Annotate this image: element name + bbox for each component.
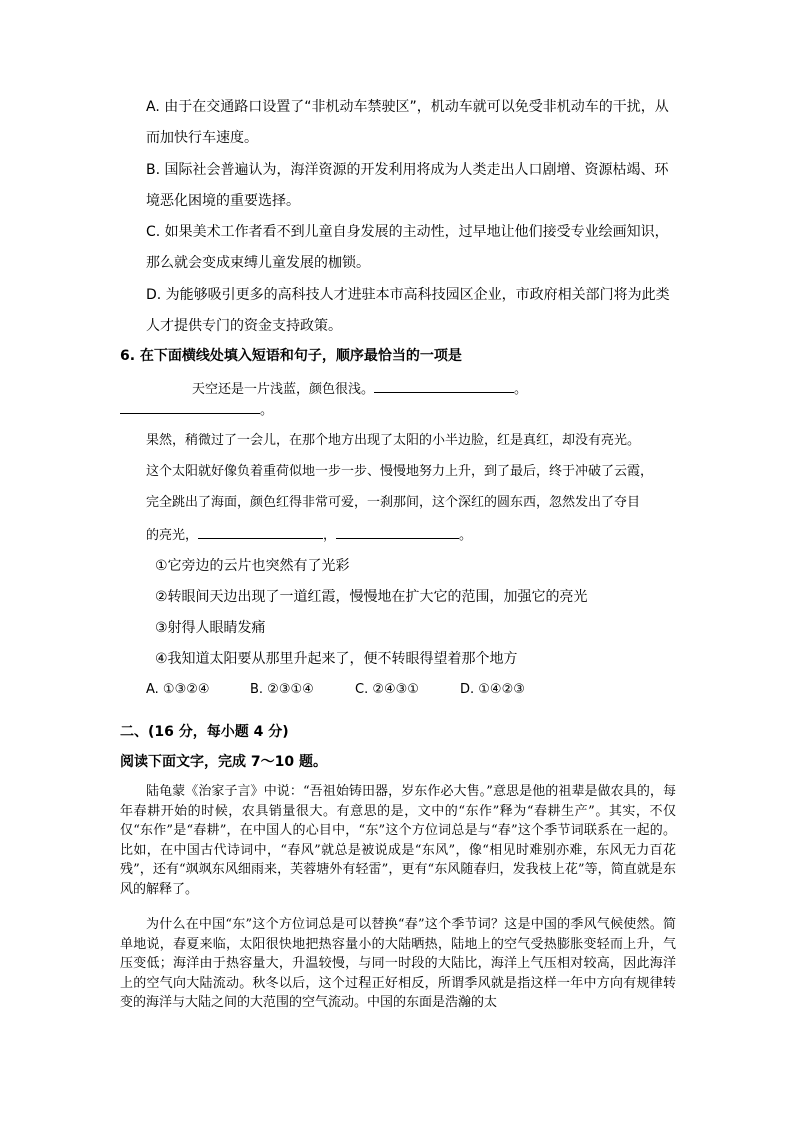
fill-blank-1[interactable] (374, 378, 514, 393)
q6-passage-line2 (120, 399, 273, 421)
section-instruction: 阅读下面文字，完成 7～10 题。 (120, 754, 327, 770)
section-heading: 二、(16 分，每小题 4 分) (120, 724, 289, 740)
q6-phrase-1: ①它旁边的云片也突然有了光彩 (155, 558, 350, 574)
q5-option-d-line1: D. 为能够吸引更多的高科技人才进驻本市高科技园区企业，市政府相关部门将为此类 (146, 287, 670, 303)
q6-passage-punct: ， (323, 528, 337, 543)
q6-choice-b[interactable]: B. ②③①④ (250, 682, 314, 697)
q6-choice-a[interactable]: A. ①③②④ (146, 682, 210, 697)
q6-phrase-4: ④我知道太阳要从那里升起来了，便不转眼得望着那个地方 (155, 651, 518, 667)
q6-passage-punct: 。 (459, 528, 473, 543)
q5-option-c-line2: 那么就会变成束缚儿童发展的枷锁。 (146, 255, 370, 271)
q6-passage-punct: 。 (514, 382, 528, 397)
q5-option-a-line1: A. 由于在交通路口设置了“非机动车禁驶区”，机动车就可以免受非机动车的干扰，从 (146, 99, 669, 115)
fill-blank-4[interactable] (336, 524, 459, 539)
q6-passage-line3: 果然，稍微过了一会儿，在那个地方出现了太阳的小半边脸，红是真红，却没有亮光。 (146, 433, 641, 448)
passage-paragraph-1: 陆龟蒙《治家子言》中说：“吾祖始铸田器，岁东作必大售。”意思是他的祖辈是做农具的，每年春耕开始的时候，农具销量很大。有意思的是，文中的“东作”释为“春耕生产”。其实，不仅仅“东作”是“春耕”，在中国人的心目中，“东”这个方位词总是与“春”这个季节词联系在一起的。比如，在中国古代诗词中，“春风”就总是被说成是“东风”，像“相见时难别亦难，东风无力百花残”，还有“飒飒东风细雨来，芙蓉塘外有轻雷”，更有“东风随春归，发我枝上花”等，简直就是东风的解释了。 (120, 784, 676, 897)
fill-blank-3[interactable] (198, 524, 323, 539)
q6-passage-line4: 这个太阳就好像负着重荷似地一步一步、慢慢地努力上升，到了最后，终于冲破了云霞， (146, 464, 654, 479)
q6-stem: 6. 在下面横线处填入短语和句子，顺序最恰当的一项是 (120, 348, 462, 364)
q5-option-d-line2: 人才提供专门的资金支持政策。 (146, 318, 342, 334)
q6-phrase-3: ③射得人眼睛发痛 (155, 620, 266, 636)
q5-option-b-line1: B. 国际社会普遍认为，海洋资源的开发利用将成为人类走出人口剧增、资源枯竭、环 (146, 162, 669, 178)
q6-passage-line1 (192, 378, 527, 400)
q5-option-c-line1: C. 如果美术工作者看不到儿童自身发展的主动性，过早地让他们接受专业绘画知识， (146, 224, 669, 240)
q6-choice-d[interactable]: D. ①④②③ (460, 682, 525, 697)
passage-paragraph-2: 为什么在中国“东”这个方位词总是可以替换“春”这个季节词？这是中国的季风气候使然。简单地说，春夏来临，太阳很快地把热容量小的大陆晒热，陆地上的空气受热膨胀变轻而上升，气压变低；海洋由于热容量大，升温较慢，与同一时段的大陆比，海洋上气压相对较高，因此海洋上的空气向大陆流动。秋冬以后，这个过程正好相反，所谓季风就是指这样一年中方向有规律转变的海洋与大陆之间的大范围的空气流动。中国的东面是浩瀚的太 (120, 917, 676, 1010)
q5-option-a-line2: 而加快行车速度。 (146, 130, 258, 146)
reading-passage (120, 782, 676, 1013)
fill-blank-2[interactable] (120, 399, 260, 414)
q6-passage-line5: 完全跳出了海面，颜色红得非常可爱，一刹那间，这个深红的圆东西，忽然发出了夺目 (146, 495, 641, 510)
q6-passage-text: 的亮光， (146, 528, 199, 543)
q6-phrase-2: ②转眼间天边出现了一道红霞，慢慢地在扩大它的范围，加强它的亮光 (155, 589, 588, 605)
q6-passage-punct: 。 (260, 403, 274, 418)
q6-passage-text: 天空还是一片浅蓝，颜色很浅。 (192, 382, 375, 397)
q6-passage-line6 (146, 524, 472, 546)
q5-option-b-line2: 境恶化困境的重要选择。 (146, 193, 300, 209)
q6-choice-c[interactable]: C. ②④③① (355, 682, 419, 697)
